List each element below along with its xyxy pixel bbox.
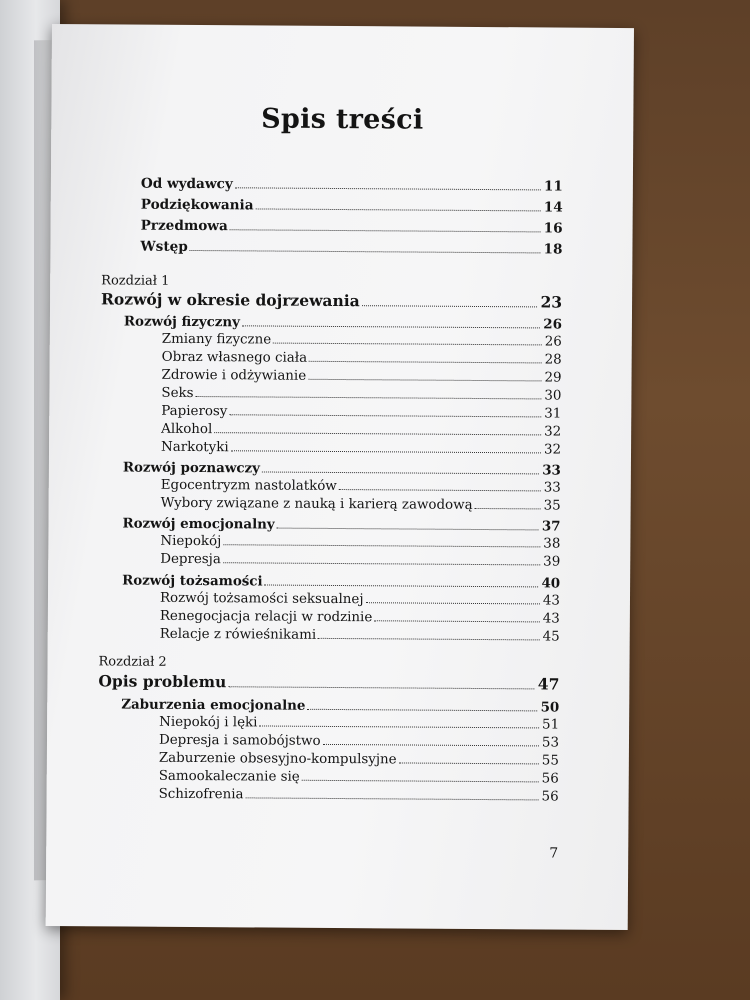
- dot-leader: [256, 198, 541, 211]
- toc-entry: Zdrowie i odżywianie 29: [161, 367, 562, 386]
- toc-entry-introduction: Wstęp 18: [140, 238, 563, 258]
- chapter-label: Rozdział 2: [98, 654, 167, 670]
- dot-leader: [245, 787, 538, 800]
- toc-entry: Papierosy 31: [161, 403, 562, 422]
- toc-section: Zaburzenia emocjonalne 50: [121, 696, 560, 716]
- dot-leader: [374, 610, 540, 622]
- dot-leader: [228, 676, 535, 689]
- toc-entry: Rozwój tożsamości seksualnej 43: [159, 590, 561, 609]
- dot-leader: [235, 177, 541, 190]
- dot-leader: [273, 333, 542, 346]
- toc-entry: Niepokój i lęki 51: [159, 714, 560, 733]
- toc-entry-from-publisher: Od wydawcy 11: [140, 175, 563, 195]
- dot-leader: [362, 295, 538, 307]
- toc-entry: Samookaleczanie się 56: [158, 768, 559, 787]
- dot-leader: [223, 534, 540, 547]
- toc-entry-acknowledgements: Podziękowania 14: [140, 196, 563, 216]
- dot-leader: [190, 240, 541, 253]
- toc-entry: Schizofrenia 56: [158, 786, 559, 805]
- toc-entry: Depresja i samobójstwo 53: [158, 732, 560, 751]
- toc-entry: Relacje z rówieśnikami 45: [159, 626, 560, 645]
- dot-leader: [242, 315, 540, 328]
- toc-chapter-title: Opis problemu 47: [98, 671, 560, 694]
- dot-leader: [259, 715, 539, 728]
- toc-entry: Zaburzenie obsesyjno-kompulsyjne 55: [158, 750, 559, 769]
- toc-entry-foreword: Przedmowa 16: [140, 217, 563, 237]
- toc-entry: Wybory związane z nauką i karierą zawodową 35: [160, 495, 561, 514]
- dot-leader: [265, 574, 539, 587]
- toc-section: Rozwój poznawczy 33: [122, 459, 561, 479]
- dot-leader: [195, 386, 541, 399]
- toc-entry: Depresja 39: [160, 551, 561, 570]
- dot-leader: [214, 422, 541, 435]
- dot-leader: [323, 734, 539, 747]
- dot-leader: [365, 592, 539, 604]
- dot-leader: [302, 770, 539, 783]
- toc-section: Rozwój tożsamości 40: [122, 572, 561, 592]
- dot-leader: [339, 479, 541, 491]
- toc-entry: Niepokój 38: [160, 533, 561, 552]
- dot-leader: [229, 404, 541, 417]
- dot-leader: [231, 440, 541, 453]
- toc-chapter-title: Rozwój w okresie dojrzewania 23: [101, 289, 563, 312]
- page-number: 7: [549, 845, 559, 862]
- dot-leader: [262, 461, 539, 474]
- chapter-label: Rozdział 1: [101, 273, 170, 289]
- toc-entry: Alkohol 32: [161, 421, 562, 440]
- page-title: Spis treści: [261, 103, 424, 136]
- toc-section: Rozwój emocjonalny 37: [122, 515, 561, 535]
- dot-leader: [230, 219, 541, 232]
- book-page: [46, 24, 634, 930]
- dot-leader: [399, 752, 539, 764]
- toc-entry: Narkotyki 32: [160, 439, 562, 458]
- dot-leader: [318, 628, 540, 641]
- toc-section: Rozwój fizyczny 26: [123, 313, 562, 333]
- toc-entry: Obraz własnego ciała 28: [161, 349, 562, 368]
- toc-entry: Zmiany fizyczne 26: [161, 331, 562, 350]
- dot-leader: [277, 518, 539, 531]
- dot-leader: [223, 552, 540, 565]
- dot-leader: [308, 369, 541, 382]
- toc-entry: Seks 30: [161, 385, 562, 404]
- toc-entry: Egocentryzm nastolatków 33: [160, 477, 561, 496]
- toc-entry: Renegocjacja relacji w rodzinie 43: [159, 608, 560, 627]
- dot-leader: [307, 699, 537, 712]
- dot-leader: [309, 351, 542, 364]
- dot-leader: [475, 498, 541, 509]
